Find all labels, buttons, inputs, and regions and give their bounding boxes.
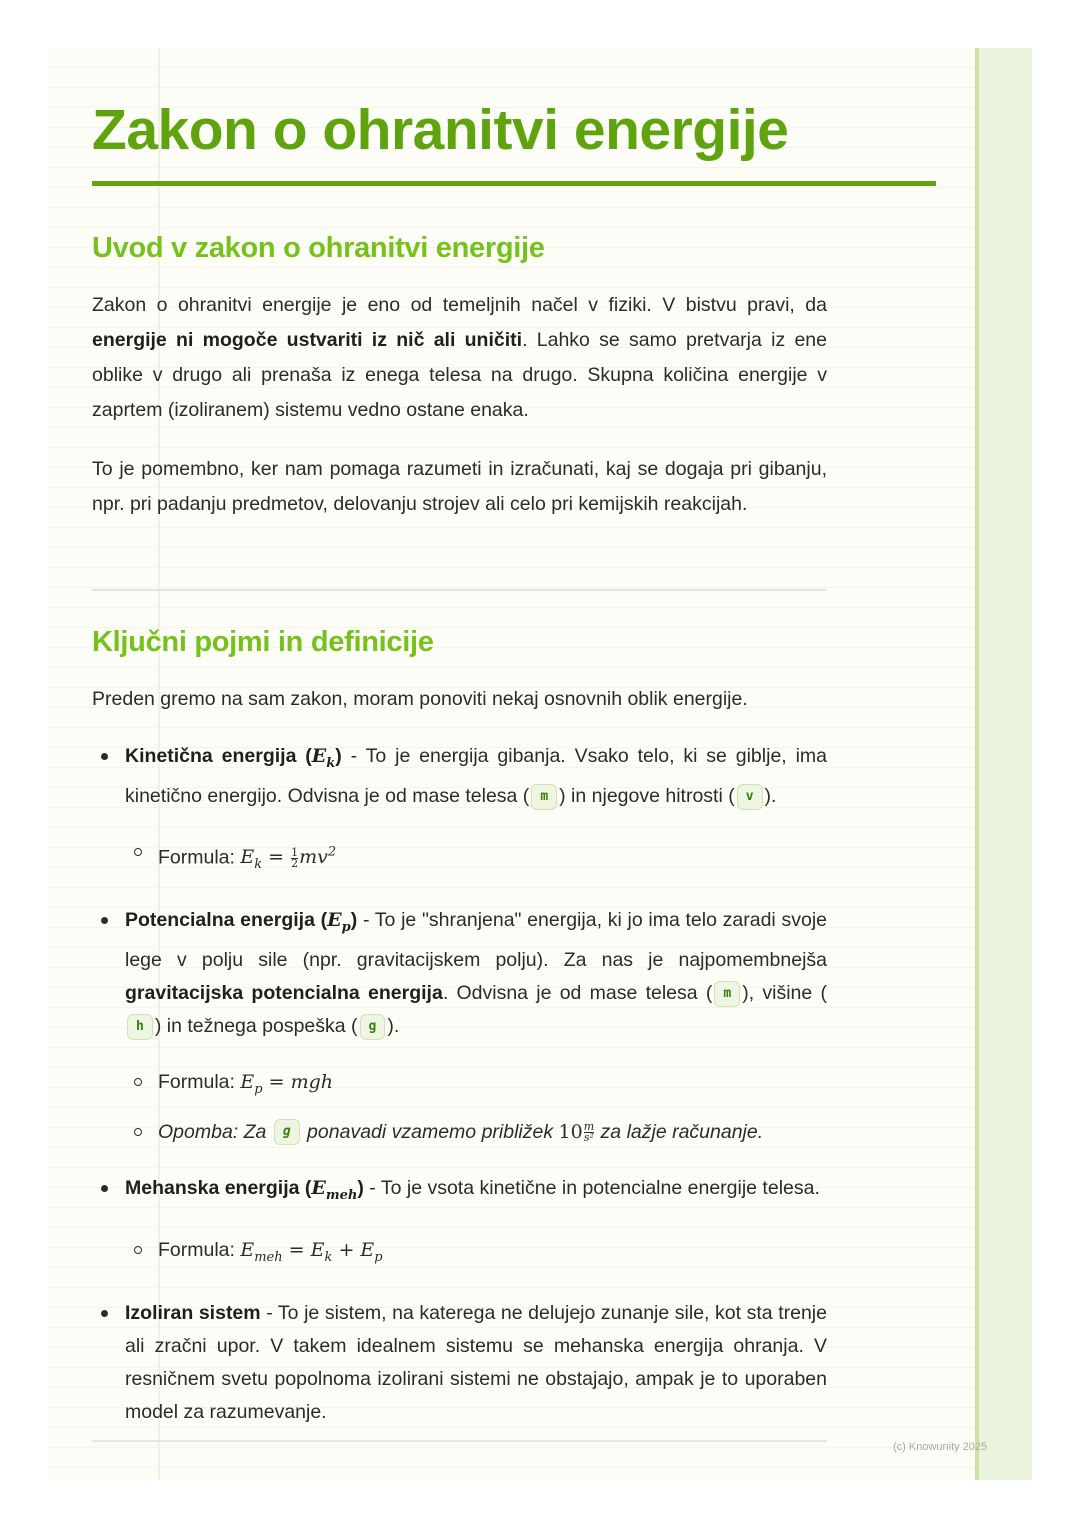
note-text: Opomba: Za [158,1120,272,1143]
math-rhs: mgh [290,1070,333,1093]
frac-den: s² [583,1131,594,1145]
code-m: m [714,981,740,1007]
math-sup: 2 [327,844,337,860]
formula-math [240,844,337,872]
term-close: ) [357,1176,364,1199]
formula-math [240,1070,333,1097]
math-sub: meh [325,1187,358,1203]
text-run: . Odvisna je od mase telesa ( [442,981,713,1004]
text-run: . Lahko se samo pretvarja iz ene oblike v drugo ali prenaša iz enega telesa na drugo. Skupna količina energije v zaprtem (izoliranem) sistemu vedno ostane enaka. [92,329,827,421]
math-sub: p [341,919,351,935]
math-base: E [311,745,327,767]
concepts-list [92,740,827,1429]
text-run: ) in njegove hitrosti ( [559,784,735,807]
math-plus: + [332,1239,361,1262]
copyright-notice: (c) Knowunity 2025 [893,1441,988,1453]
list-item-isolated [92,1297,827,1429]
sub-list [125,1229,827,1279]
text-run: ). [764,784,777,807]
text-run: - To je sistem, na katerega ne delujejo zunanje sile, kot sta trenje ali zračni upor. V takem idealnem sistemu se mehanska energija ohranja. V resničnem svetu popolnoma izolirani sistemi ne obstajajo, ampak je to uporaben model za razumevanje. [125,1302,827,1424]
math-base: E [311,1176,326,1199]
note-text: ponavadi vzamemo približek [301,1120,559,1143]
frac-num: 1 [291,845,299,859]
note-number: 10 [558,1120,583,1143]
term-text: Potencialna energija ( [125,908,328,931]
term-potential [125,908,358,935]
intro-paragraph-1 [92,288,827,428]
section-divider [92,589,827,591]
text-run: ), višine ( [742,981,827,1004]
list-item-potential [92,904,827,1154]
code-v: v [737,784,763,810]
math-base: E [240,846,255,869]
term-isolated: Izoliran sistem [125,1302,261,1325]
note-value [559,1121,596,1143]
term-close: ) [350,908,358,931]
math-sub: p [374,1250,383,1266]
frac-num: m [583,1120,595,1134]
math-rhs: mv [299,846,328,869]
math-symbol [311,1176,358,1203]
formula-label: Formula: [158,846,241,869]
code-g: g [360,1014,386,1040]
title-underline [92,181,936,186]
list-item-kinetic [92,740,827,886]
text-run: - To je energija gibanja. Vsako telo, ki se giblje, ima kinetično energijo. Odvisna je od mase telesa ( [125,745,827,807]
formula-potential [125,1061,827,1111]
page-title: Zakon o ohranitvi energije [92,98,789,162]
math-term: E [310,1239,325,1262]
text-run: Zakon o ohranitvi energije je eno od temeljnih načel v fiziki. V bistvu pravi, da [92,294,827,316]
key-concepts-intro: Preden gremo na sam zakon, moram ponoviti nekaj osnovnih oblik energije. [92,688,748,710]
math-eq: = [282,1239,311,1262]
sub-list [125,1061,827,1154]
formula-label: Formula: [158,1070,241,1093]
bold-text: energije ni mogoče ustvariti iz nič ali uničiti [92,329,523,351]
list-item-mechanical [92,1172,827,1280]
math-sub: k [324,1250,333,1266]
fraction [291,845,299,870]
code-m: m [531,784,557,810]
term-kinetic [125,745,342,771]
formula-math [240,1239,383,1266]
section-heading-key-concepts: Ključni pojmi in definicije [92,626,434,658]
math-sub: p [254,1081,263,1097]
math-base: E [240,1070,255,1093]
formula-mechanical [125,1229,827,1279]
section-heading-intro: Uvod v zakon o ohranitvi energije [92,232,545,264]
note-text: za lažje računanje. [595,1120,764,1143]
formula-label: Formula: [158,1239,241,1262]
code-g: g [274,1119,300,1145]
bold-text: gravitacijska potencialna energija [125,981,443,1004]
text-run: - To je "shranjena" energija, ki jo ima telo zaradi svoje lege v polju sile (npr. gravitacijskem polju). Za nas je najpomembnejša [125,908,827,971]
math-sub: meh [254,1250,283,1266]
right-side-strip [975,48,1032,1480]
math-base: E [240,1239,255,1262]
math-symbol [311,745,336,771]
frac-den: 2 [291,856,299,870]
math-eq: = [262,846,291,869]
math-symbol [327,908,351,935]
text-run: - To je vsota kinetične in potencialne energije telesa. [363,1176,820,1199]
section-divider-bottom [92,1440,827,1442]
term-close: ) [335,745,342,767]
sub-list [125,831,827,886]
math-sub: k [254,856,263,872]
formula-kinetic [125,831,827,886]
math-sub: k [326,755,336,771]
text-run: ). [387,1014,400,1037]
note-gravity [125,1111,827,1154]
text-run: ) in težnega pospeška ( [154,1014,358,1037]
math-base: E [327,908,342,931]
term-mechanical [125,1176,364,1203]
document-content [92,90,827,1424]
math-eq: = [262,1070,291,1093]
unit-fraction [584,1122,594,1143]
code-h: h [127,1014,153,1040]
term-text: Mehanska energija ( [125,1176,312,1199]
intro-paragraph-2: To je pomembno, ker nam pomaga razumeti in izračunati, kaj se dogaja pri gibanju, npr. pri padanju predmetov, delovanju strojev ali celo pri kemijskih reakcijah. [92,458,827,515]
term-text: Kinetična energija ( [125,745,312,767]
math-term: E [360,1239,375,1262]
